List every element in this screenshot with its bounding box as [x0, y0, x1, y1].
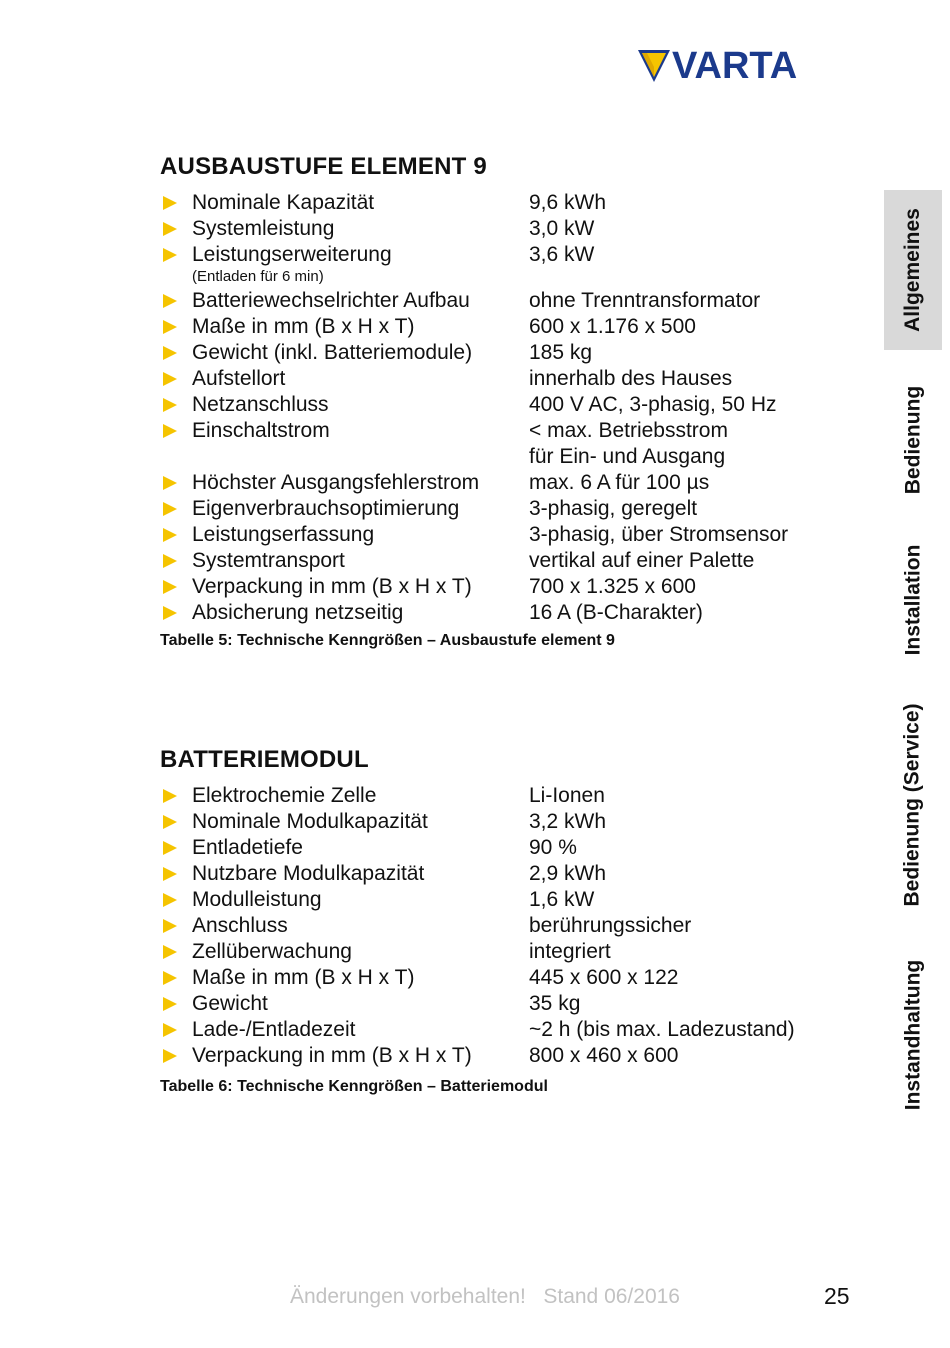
spec-value: 90 % [529, 836, 577, 859]
bullet-triangle-icon [163, 841, 177, 855]
spec-value: 400 V AC, 3-phasig, 50 Hz [529, 393, 777, 416]
section-title-batteriemodul: BATTERIEMODUL [160, 746, 369, 773]
page-number: 25 [824, 1283, 850, 1309]
spec-label: Lade-/Entladezeit [192, 1018, 356, 1041]
spec-label: Maße in mm (B x H x T) [192, 315, 415, 338]
spec-value: 9,6 kWh [529, 191, 607, 214]
spec-value: < max. Betriebsstrom [529, 419, 728, 442]
varta-logo-mark-icon [638, 50, 670, 82]
bullet-triangle-icon [163, 372, 177, 386]
spec-label: Verpackung in mm (B x H x T) [192, 1044, 472, 1067]
spec-row [160, 835, 840, 861]
side-tab-label: Instandhaltung [901, 959, 924, 1111]
spec-label: Zellüberwachung [192, 940, 352, 963]
bullet-triangle-icon [163, 606, 177, 620]
side-tab-label: Installation [901, 544, 925, 656]
side-tab-installation[interactable] [884, 530, 942, 670]
spec-row [160, 314, 840, 340]
spec-label: Nominale Modulkapazität [192, 810, 428, 833]
spec-row [160, 190, 840, 216]
bullet-triangle-icon [163, 528, 177, 542]
bullet-triangle-icon [163, 1023, 177, 1037]
spec-list-ausbaustufe [160, 190, 840, 626]
varta-logo [638, 45, 798, 87]
spec-list-batteriemodul [160, 783, 840, 1069]
spec-note: (Entladen für 6 min) [192, 268, 324, 285]
footer-note: Änderungen vorbehalten! Stand 06/2016 [290, 1285, 680, 1308]
spec-label: Verpackung in mm (B x H x T) [192, 575, 472, 598]
bullet-triangle-icon [163, 867, 177, 881]
spec-label: Eigenverbrauchsoptimierung [192, 497, 460, 520]
bullet-triangle-icon [163, 971, 177, 985]
spec-row [160, 600, 840, 626]
spec-value: berührungssicher [529, 914, 692, 937]
spec-continuation-row [160, 444, 840, 470]
spec-row [160, 809, 840, 835]
spec-row [160, 288, 840, 314]
spec-row [160, 216, 840, 242]
spec-row [160, 939, 840, 965]
spec-value: 445 x 600 x 122 [529, 966, 679, 989]
spec-row [160, 1043, 840, 1069]
spec-value: 3,0 kW [529, 217, 595, 240]
spec-label: Batteriewechselrichter Aufbau [192, 289, 470, 312]
spec-label: Netzanschluss [192, 393, 329, 416]
spec-row [160, 991, 840, 1017]
spec-row [160, 366, 840, 392]
table-caption-5: Tabelle 5: Technische Kenngrößen – Ausbaustufe element 9 [160, 632, 615, 649]
bullet-triangle-icon [163, 945, 177, 959]
bullet-triangle-icon [163, 789, 177, 803]
bullet-triangle-icon [163, 502, 177, 516]
spec-label: Gewicht (inkl. Batteriemodule) [192, 341, 473, 364]
bullet-triangle-icon [163, 424, 177, 438]
spec-value: 35 kg [529, 992, 581, 1015]
spec-label: Höchster Ausgangsfehlerstrom [192, 471, 480, 494]
spec-value: 700 x 1.325 x 600 [529, 575, 696, 598]
spec-label: Elektrochemie Zelle [192, 784, 377, 807]
spec-label: Gewicht [192, 992, 268, 1015]
bullet-triangle-icon [163, 919, 177, 933]
bullet-triangle-icon [163, 1049, 177, 1063]
spec-value: 1,6 kW [529, 888, 595, 911]
bullet-triangle-icon [163, 476, 177, 490]
section-title-ausbaustufe: AUSBAUSTUFE ELEMENT 9 [160, 153, 487, 180]
table-caption-6: Tabelle 6: Technische Kenngrößen – Batteriemodul [160, 1078, 548, 1095]
spec-value: 185 kg [529, 341, 593, 364]
spec-label: Absicherung netzseitig [192, 601, 404, 624]
spec-value: 2,9 kWh [529, 862, 607, 885]
side-tab-instandhaltung[interactable] [884, 945, 942, 1125]
spec-value: vertikal auf einer Palette [529, 549, 755, 572]
spec-value: Li-Ionen [529, 784, 605, 807]
spec-value: integriert [529, 940, 611, 963]
spec-label: Anschluss [192, 914, 288, 937]
spec-value: 600 x 1.176 x 500 [529, 315, 696, 338]
spec-label: Systemleistung [192, 217, 335, 240]
spec-note-row [160, 268, 840, 288]
bullet-triangle-icon [163, 248, 177, 262]
spec-label: Leistungserfassung [192, 523, 375, 546]
spec-label: Maße in mm (B x H x T) [192, 966, 415, 989]
spec-value: 800 x 460 x 600 [529, 1044, 679, 1067]
brand-name: VARTA [672, 45, 798, 87]
spec-row [160, 574, 840, 600]
bullet-triangle-icon [163, 196, 177, 210]
spec-row [160, 913, 840, 939]
spec-row [160, 965, 840, 991]
spec-row [160, 242, 840, 268]
side-tab-bedienung[interactable] [884, 370, 942, 510]
spec-label: Aufstellort [192, 367, 286, 390]
spec-value: max. 6 A für 100 µs [529, 471, 710, 494]
spec-row [160, 470, 840, 496]
spec-label: Entladetiefe [192, 836, 303, 859]
spec-row [160, 522, 840, 548]
bullet-triangle-icon [163, 346, 177, 360]
spec-row [160, 861, 840, 887]
spec-value: 16 A (B-Charakter) [529, 601, 703, 624]
spec-label: Systemtransport [192, 549, 345, 572]
bullet-triangle-icon [163, 222, 177, 236]
bullet-triangle-icon [163, 554, 177, 568]
spec-label: Modulleistung [192, 888, 322, 911]
spec-row [160, 496, 840, 522]
bullet-triangle-icon [163, 815, 177, 829]
bullet-triangle-icon [163, 294, 177, 308]
spec-value: ohne Trenntransformator [529, 289, 761, 312]
spec-row [160, 783, 840, 809]
spec-row [160, 1017, 840, 1043]
spec-row [160, 340, 840, 366]
spec-value: 3,6 kW [529, 243, 595, 266]
spec-value: 3,2 kWh [529, 810, 607, 833]
spec-value-continuation: für Ein- und Ausgang [529, 445, 726, 468]
bullet-triangle-icon [163, 320, 177, 334]
spec-row [160, 418, 840, 444]
bullet-triangle-icon [163, 398, 177, 412]
spec-row [160, 887, 840, 913]
side-tab-bedienung-service[interactable] [884, 690, 942, 920]
side-tab-label: Bedienung [901, 385, 924, 495]
bullet-triangle-icon [163, 580, 177, 594]
spec-value: 3-phasig, geregelt [529, 497, 698, 520]
spec-value: 3-phasig, über Stromsensor [529, 523, 789, 546]
spec-label: Nutzbare Modulkapazität [192, 862, 425, 885]
spec-label: Nominale Kapazität [192, 191, 375, 214]
spec-value: ~2 h (bis max. Ladezustand) [529, 1018, 795, 1041]
side-tab-allgemeines[interactable] [884, 190, 942, 350]
side-tab-label: Allgemeines [901, 208, 924, 332]
side-tab-label: Bedienung (Service) [901, 703, 924, 907]
bullet-triangle-icon [163, 893, 177, 907]
spec-label: Leistungserweiterung [192, 243, 392, 266]
spec-row [160, 548, 840, 574]
bullet-triangle-icon [163, 997, 177, 1011]
side-tab-nav [884, 0, 942, 1348]
spec-label: Einschaltstrom [192, 419, 330, 442]
spec-value: innerhalb des Hauses [529, 367, 733, 390]
spec-row [160, 392, 840, 418]
